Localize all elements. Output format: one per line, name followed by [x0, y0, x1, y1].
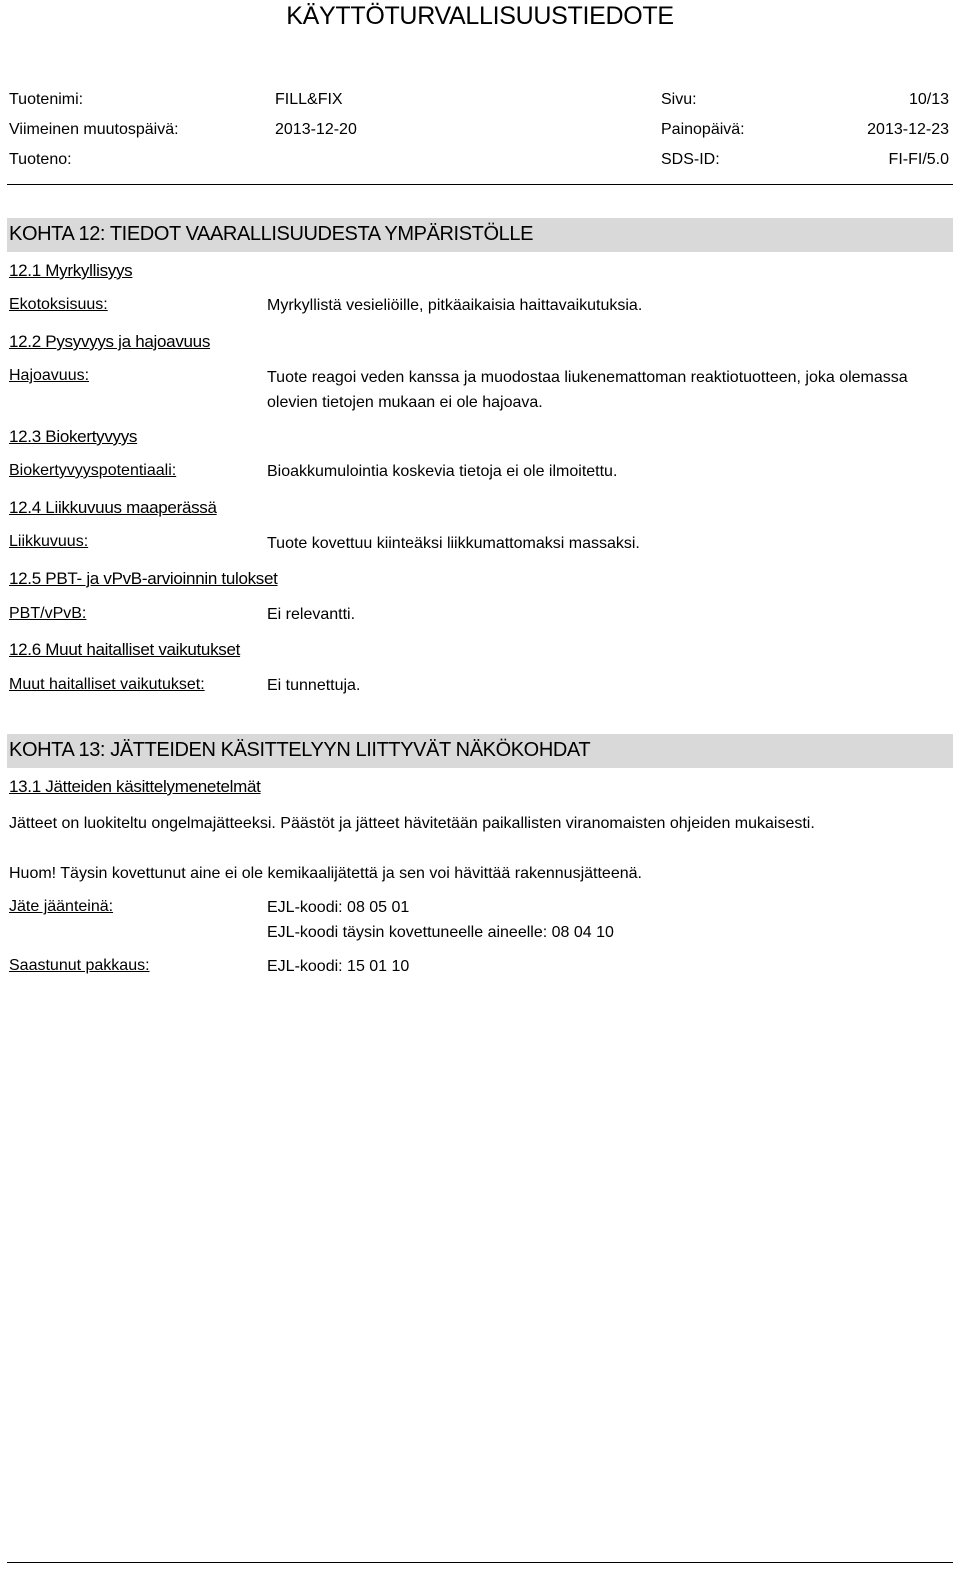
waste-residue-value-1: EJL-koodi: 08 05 01 — [267, 899, 410, 916]
section-13-bar — [7, 734, 953, 768]
page-value: 10/13 — [908, 91, 949, 108]
bioaccumulation-label: Biokertyvyyspotentiaali: — [9, 462, 177, 479]
sds-id-value: FI-FI/5.0 — [888, 151, 949, 168]
heading-12-6: 12.6 Muut haitalliset vaikutukset — [9, 640, 241, 659]
section-12-title: KOHTA 12: TIEDOT VAARALLISUUDESTA YMPÄRISTÖLLE — [9, 223, 534, 245]
page-label: Sivu: — [661, 91, 697, 108]
other-effects-label: Muut haitalliset vaikutukset: — [9, 676, 205, 693]
waste-residue-value-2: EJL-koodi täysin kovettuneelle aineelle: 08 04 10 — [267, 924, 614, 941]
degradability-label: Hajoavuus: — [9, 367, 90, 384]
contaminated-packaging-label: Saastunut pakkaus: — [9, 957, 150, 974]
product-name-label: Tuotenimi: — [9, 91, 84, 108]
product-name-value: FILL&FIX — [275, 91, 343, 108]
print-date-value: 2013-12-23 — [867, 121, 949, 138]
heading-12-5: 12.5 PBT- ja vPvB-arvioinnin tulokset — [9, 569, 278, 588]
footer-divider — [7, 1562, 953, 1563]
bioaccumulation-value: Bioakkumulointia koskevia tietoja ei ole ilmoitettu. — [267, 463, 618, 480]
contaminated-packaging-value: EJL-koodi: 15 01 10 — [267, 958, 410, 975]
heading-12-4: 12.4 Liikkuvuus maaperässä — [9, 498, 217, 517]
waste-residue-label: Jäte jäänteinä: — [9, 898, 114, 915]
waste-paragraph-2: Huom! Täysin kovettunut aine ei ole kemikaalijätettä ja sen voi hävittää rakennusjätteenä. — [9, 865, 642, 882]
degradability-value: Tuote reagoi veden kanssa ja muodostaa liukenemattoman reaktiotuotteen, joka olemassa olevien tietojen mukaan ei ole hajoava. — [267, 369, 908, 411]
heading-13-1: 13.1 Jätteiden käsittelymenetelmät — [9, 777, 261, 796]
ecotoxicity-label: Ekotoksisuus: — [9, 296, 108, 313]
header-divider — [7, 184, 953, 185]
heading-12-3: 12.3 Biokertyvyys — [9, 427, 138, 446]
mobility-value: Tuote kovettuu kiinteäksi liikkumattomaksi massaksi. — [267, 535, 640, 552]
mobility-label: Liikkuvuus: — [9, 533, 89, 550]
other-effects-value: Ei tunnettuja. — [267, 677, 361, 694]
heading-12-2: 12.2 Pysyvyys ja hajoavuus — [9, 332, 211, 351]
print-date-label: Painopäivä: — [661, 121, 745, 138]
section-13-title: KOHTA 13: JÄTTEIDEN KÄSITTELYYN LIITTYVÄT NÄKÖKOHDAT — [9, 739, 591, 761]
waste-paragraph-1: Jätteet on luokiteltu ongelmajätteeksi. Päästöt ja jätteet hävitetään paikallisten viranomaisten ohjeiden mukaisesti. — [9, 815, 815, 832]
pbt-label: PBT/vPvB: — [9, 605, 87, 622]
last-modified-label: Viimeinen muutospäivä: — [9, 121, 179, 138]
pbt-value: Ei relevantti. — [267, 606, 356, 623]
heading-12-1: 12.1 Myrkyllisyys — [9, 261, 133, 280]
ecotoxicity-value: Myrkyllistä vesieliöille, pitkäaikaisia haittavaikutuksia. — [267, 297, 643, 314]
section-12-bar — [7, 218, 953, 252]
product-no-label: Tuoteno: — [9, 151, 72, 168]
last-modified-value: 2013-12-20 — [275, 121, 357, 138]
document-title: KÄYTTÖTURVALLISUUSTIEDOTE — [286, 2, 674, 30]
sds-id-label: SDS-ID: — [661, 151, 720, 168]
